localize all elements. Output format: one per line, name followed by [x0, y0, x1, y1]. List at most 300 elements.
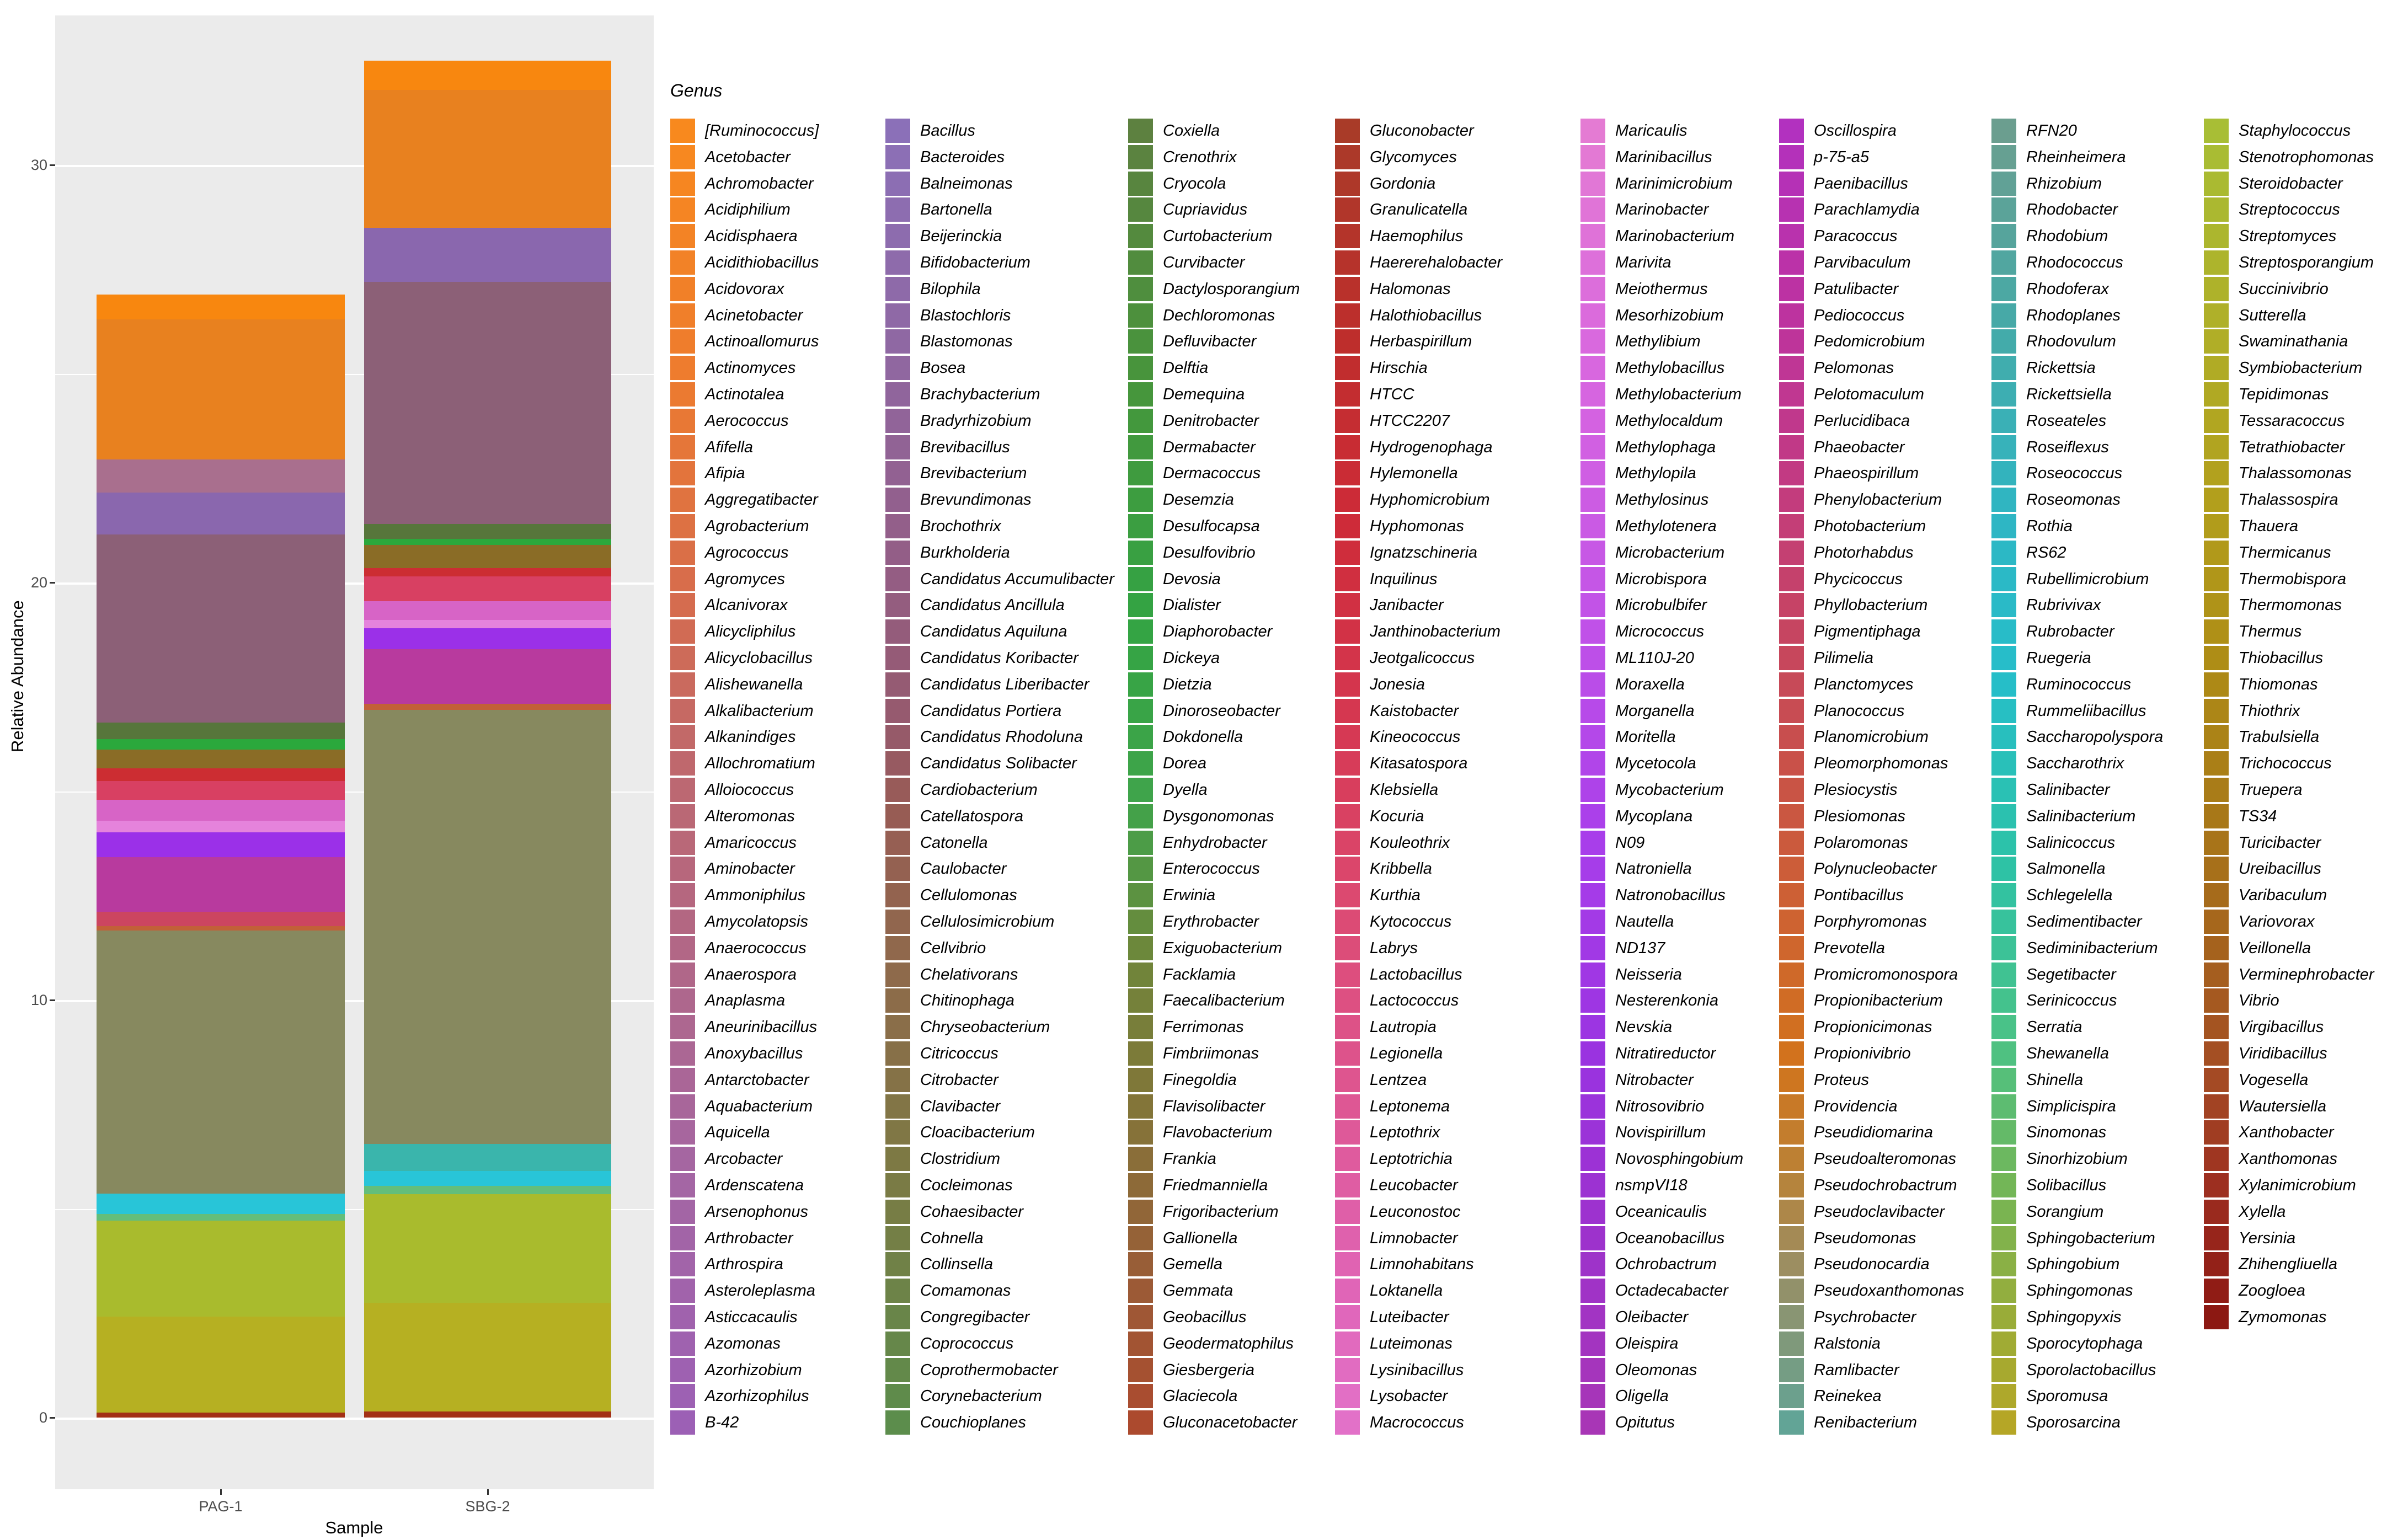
legend-swatch — [670, 831, 695, 855]
legend-label: Candidatus Rhodoluna — [920, 728, 1083, 746]
legend-label: Alcanivorax — [705, 596, 788, 614]
legend-swatch — [885, 1041, 910, 1066]
legend-swatch — [1779, 461, 1804, 485]
legend-swatch — [885, 277, 910, 301]
legend-swatch — [1335, 1384, 1360, 1408]
legend-swatch — [885, 145, 910, 169]
legend-label: Exiguobacterium — [1163, 939, 1282, 957]
legend-label: Candidatus Portiera — [920, 702, 1062, 720]
legend-swatch — [670, 277, 695, 301]
legend-label: Salinibacter — [2026, 781, 2110, 799]
legend-swatch — [1128, 1410, 1153, 1435]
legend-swatch — [1128, 145, 1153, 169]
legend-label: Leptotrichia — [1370, 1150, 1453, 1168]
legend-label: Variovorax — [2239, 913, 2315, 931]
legend-swatch — [1128, 1094, 1153, 1119]
legend-label: Haererehalobacter — [1370, 254, 1503, 271]
x-tick-label: SBG-2 — [465, 1498, 510, 1515]
legend-swatch — [1335, 1120, 1360, 1145]
legend-swatch — [1779, 1252, 1804, 1276]
legend-swatch — [2204, 488, 2229, 512]
legend-swatch — [1335, 646, 1360, 670]
legend-label: Phaeospirillum — [1814, 464, 1919, 483]
legend-swatch — [885, 1068, 910, 1092]
legend-swatch — [1128, 751, 1153, 776]
legend-label: Staphylococcus — [2239, 122, 2351, 140]
legend-label: Sphingobium — [2026, 1255, 2120, 1274]
legend-swatch — [1779, 672, 1804, 697]
legend-swatch — [1779, 303, 1804, 328]
legend-swatch — [1580, 1305, 1605, 1329]
legend-label: Pseudochrobactrum — [1814, 1177, 1957, 1194]
legend-swatch — [1580, 1279, 1605, 1303]
legend-label: Patulibacter — [1814, 280, 1899, 298]
legend-label: Diaphorobacter — [1163, 623, 1273, 641]
legend-swatch — [1779, 857, 1804, 881]
legend-swatch — [1580, 1200, 1605, 1224]
legend-label: Vogesella — [2239, 1071, 2309, 1089]
legend-label: Lactobacillus — [1370, 965, 1462, 983]
legend-swatch — [670, 409, 695, 433]
legend-label: Gallionella — [1163, 1229, 1238, 1247]
legend-swatch — [1580, 1173, 1605, 1197]
legend-swatch — [2204, 725, 2229, 749]
legend-label: Wautersiella — [2239, 1097, 2327, 1115]
legend-label: Planctomyces — [1814, 675, 1914, 693]
legend-swatch — [2204, 672, 2229, 697]
legend-label: p-75-a5 — [1814, 148, 1869, 166]
legend-swatch — [1779, 804, 1804, 828]
legend-label: Rummeliibacillus — [2026, 702, 2146, 720]
legend-swatch — [1991, 197, 2016, 222]
legend-swatch — [1335, 488, 1360, 512]
legend-swatch — [670, 725, 695, 749]
legend-label: Perlucidibaca — [1814, 411, 1910, 430]
legend-swatch — [1335, 988, 1360, 1013]
legend-swatch — [885, 962, 910, 987]
legend-label: Candidatus Koribacter — [920, 649, 1078, 667]
legend-label: Kribbella — [1370, 860, 1432, 878]
legend-label: Congregibacter — [920, 1308, 1030, 1326]
legend-swatch — [885, 329, 910, 354]
legend-label: Cardiobacterium — [920, 781, 1038, 799]
legend-swatch — [1580, 145, 1605, 169]
legend-label: Bosea — [920, 359, 966, 377]
legend-label: Gemmata — [1163, 1282, 1233, 1300]
legend-swatch — [1335, 435, 1360, 459]
legend-swatch — [670, 962, 695, 987]
legend-swatch — [670, 1252, 695, 1276]
legend-label: Succinivibrio — [2239, 280, 2329, 298]
legend-swatch — [2204, 224, 2229, 248]
legend-label: Acidisphaera — [705, 227, 798, 245]
legend-swatch — [1779, 172, 1804, 196]
legend-swatch — [670, 1384, 695, 1408]
legend-label: Morganella — [1615, 702, 1695, 720]
legend-label: Stenotrophomonas — [2239, 148, 2374, 166]
legend-label: Serratia — [2026, 1018, 2082, 1036]
legend-label: Brevibacterium — [920, 464, 1027, 483]
legend-label: Mycoplana — [1615, 807, 1693, 825]
legend-label: Dysgonomonas — [1163, 807, 1274, 825]
legend-label: Asticcacaulis — [705, 1308, 798, 1326]
legend-label: Brochothrix — [920, 517, 1001, 535]
legend-label: Propionibacterium — [1814, 992, 1943, 1010]
legend-swatch — [2204, 699, 2229, 723]
legend-swatch — [2204, 356, 2229, 380]
legend-label: Geodermatophilus — [1163, 1334, 1294, 1352]
legend-swatch — [670, 672, 695, 697]
legend-label: Macrococcus — [1370, 1414, 1464, 1432]
legend-swatch — [670, 197, 695, 222]
legend-label: Kytococcus — [1370, 913, 1452, 931]
legend-swatch — [1580, 1094, 1605, 1119]
legend-label: Cloacibacterium — [920, 1124, 1035, 1142]
legend-swatch — [670, 857, 695, 881]
legend-swatch — [1128, 435, 1153, 459]
legend-swatch — [1335, 751, 1360, 776]
legend-swatch — [670, 250, 695, 275]
legend-label: Ignatzschineria — [1370, 543, 1478, 562]
legend-swatch — [1580, 1332, 1605, 1356]
legend-swatch — [885, 804, 910, 828]
legend-label: Leucobacter — [1370, 1177, 1458, 1194]
legend-label: Bradyrhizobium — [920, 411, 1032, 430]
legend-label: Kocuria — [1370, 807, 1424, 825]
legend-swatch — [2204, 435, 2229, 459]
legend-label: Leuconostoc — [1370, 1202, 1461, 1221]
legend-swatch — [1128, 567, 1153, 591]
legend-label: Pelomonas — [1814, 359, 1894, 377]
legend-label: Acidovorax — [705, 280, 784, 298]
legend-label: Flavobacterium — [1163, 1124, 1273, 1142]
legend-label: Alicyclobacillus — [705, 649, 813, 667]
legend-label: Kineococcus — [1370, 728, 1461, 746]
legend-swatch — [1991, 778, 2016, 802]
legend-swatch — [1128, 1279, 1153, 1303]
legend-label: Coprothermobacter — [920, 1361, 1058, 1379]
legend-label: Vibrio — [2239, 992, 2279, 1010]
legend-swatch — [1991, 1384, 2016, 1408]
legend-label: Amaricoccus — [705, 833, 797, 852]
legend-label: Natronobacillus — [1615, 886, 1726, 905]
legend-label: Roseococcus — [2026, 464, 2123, 483]
legend-label: Arcobacter — [705, 1150, 783, 1168]
legend-swatch — [1779, 250, 1804, 275]
legend-label: Halothiobacillus — [1370, 306, 1482, 324]
legend-label: Planomicrobium — [1814, 728, 1929, 746]
legend-swatch — [1128, 1068, 1153, 1092]
legend-label: Dickeya — [1163, 649, 1220, 667]
legend-swatch — [2204, 250, 2229, 275]
legend-label: Nautella — [1615, 913, 1674, 931]
legend-label: HTCC2207 — [1370, 411, 1450, 430]
legend-label: Nitratireductor — [1615, 1045, 1716, 1062]
legend-label: Kaistobacter — [1370, 702, 1459, 720]
legend-label: Actinotalea — [705, 386, 784, 403]
legend-label: Candidatus Solibacter — [920, 755, 1077, 773]
legend-label: Roseiflexus — [2026, 438, 2109, 456]
legend-swatch — [1580, 1068, 1605, 1092]
legend-label: Hylemonella — [1370, 464, 1458, 483]
legend-label: Marinibacillus — [1615, 148, 1712, 166]
legend-swatch — [2204, 541, 2229, 565]
legend-label: Phaeobacter — [1814, 438, 1905, 456]
legend-swatch — [1580, 119, 1605, 143]
legend-swatch — [1991, 356, 2016, 380]
legend-swatch — [1128, 224, 1153, 248]
legend-label: Tessaracoccus — [2239, 411, 2345, 430]
legend-label: Allochromatium — [705, 755, 815, 773]
legend-label: RS62 — [2026, 543, 2066, 562]
legend-label: Candidatus Ancillula — [920, 596, 1065, 614]
legend-label: Faecalibacterium — [1163, 992, 1285, 1010]
legend-label: Serinicoccus — [2026, 992, 2117, 1010]
legend-swatch — [1991, 172, 2016, 196]
legend-swatch — [885, 699, 910, 723]
legend-swatch — [1128, 962, 1153, 987]
legend-label: Dermacoccus — [1163, 464, 1261, 483]
legend-swatch — [670, 1305, 695, 1329]
legend-label: Herbaspirillum — [1370, 333, 1472, 351]
legend-label: Sporomusa — [2026, 1387, 2108, 1405]
legend-swatch — [1580, 1384, 1605, 1408]
legend-swatch — [1335, 197, 1360, 222]
legend-swatch — [2204, 119, 2229, 143]
legend-swatch — [885, 567, 910, 591]
legend-label: Sporocytophaga — [2026, 1334, 2143, 1352]
legend-swatch — [1335, 409, 1360, 433]
legend-label: Nevskia — [1615, 1018, 1673, 1036]
legend-swatch — [1991, 831, 2016, 855]
legend-swatch — [885, 1252, 910, 1276]
legend-label: Acidiphilium — [705, 201, 791, 219]
legend-swatch — [1991, 567, 2016, 591]
legend-swatch — [1128, 488, 1153, 512]
legend-label: Rhodobium — [2026, 227, 2108, 245]
legend-swatch — [1128, 1200, 1153, 1224]
legend-swatch — [1779, 778, 1804, 802]
legend-label: Nitrobacter — [1615, 1071, 1694, 1089]
legend-label: Glaciecola — [1163, 1387, 1238, 1405]
legend-label: Phycicoccus — [1814, 570, 1903, 588]
legend-label: Providencia — [1814, 1097, 1898, 1115]
legend-swatch — [1580, 1041, 1605, 1066]
legend-swatch — [1335, 1252, 1360, 1276]
legend-swatch — [1580, 804, 1605, 828]
legend-label: Agromyces — [705, 570, 786, 588]
legend-label: Photobacterium — [1814, 517, 1926, 535]
legend-swatch — [1335, 1332, 1360, 1356]
legend-swatch — [670, 646, 695, 670]
legend-swatch — [1128, 1120, 1153, 1145]
legend-label: Zhihengliuella — [2239, 1255, 2337, 1274]
legend-label: Caulobacter — [920, 860, 1007, 878]
legend-swatch — [670, 778, 695, 802]
legend-swatch — [1335, 541, 1360, 565]
legend-label: Thalassospira — [2239, 491, 2338, 509]
legend-swatch — [1779, 593, 1804, 617]
legend-swatch — [1128, 461, 1153, 485]
legend-label: Nesterenkonia — [1615, 992, 1718, 1010]
legend-swatch — [1128, 857, 1153, 881]
legend-swatch — [1580, 831, 1605, 855]
legend-label: Alicycliphilus — [705, 623, 796, 641]
legend-swatch — [1779, 988, 1804, 1013]
legend-swatch — [2204, 1015, 2229, 1039]
legend-label: Turicibacter — [2239, 833, 2321, 852]
legend-swatch — [1580, 1015, 1605, 1039]
legend-swatch — [885, 197, 910, 222]
legend-label: Porphyromonas — [1814, 913, 1927, 931]
legend-label: Asteroleplasma — [705, 1282, 815, 1300]
legend-label: Dinoroseobacter — [1163, 702, 1280, 720]
legend-label: Micrococcus — [1615, 623, 1705, 641]
legend-swatch — [2204, 1279, 2229, 1303]
legend-label: Tetrathiobacter — [2239, 438, 2345, 456]
legend-label: Methylocaldum — [1615, 411, 1723, 430]
x-tick-label: PAG-1 — [199, 1498, 243, 1515]
legend-swatch — [1991, 593, 2016, 617]
legend-label: Yersinia — [2239, 1229, 2296, 1247]
legend-label: Leptothrix — [1370, 1124, 1440, 1142]
legend-swatch — [885, 172, 910, 196]
legend-swatch — [1991, 672, 2016, 697]
legend-label: Sporolactobacillus — [2026, 1361, 2156, 1379]
legend-swatch — [1580, 778, 1605, 802]
legend-swatch — [1335, 831, 1360, 855]
legend-swatch — [1335, 382, 1360, 407]
legend-label: Lactococcus — [1370, 992, 1459, 1010]
legend-label: Pleomorphomonas — [1814, 755, 1948, 773]
legend-label: Dietzia — [1163, 675, 1212, 693]
legend-swatch — [1779, 646, 1804, 670]
legend-swatch — [1335, 277, 1360, 301]
legend-swatch — [1779, 619, 1804, 644]
legend-swatch — [1779, 1147, 1804, 1171]
legend-label: Comamonas — [920, 1282, 1011, 1300]
legend-swatch — [1991, 329, 2016, 354]
legend-label: Methylibium — [1615, 333, 1701, 351]
legend-swatch — [1991, 250, 2016, 275]
legend-swatch — [2204, 857, 2229, 881]
legend-swatch — [1335, 145, 1360, 169]
legend-label: Couchioplanes — [920, 1414, 1026, 1432]
legend-label: Pseudoxanthomonas — [1814, 1282, 1964, 1300]
legend-swatch — [885, 857, 910, 881]
legend-swatch — [1779, 1041, 1804, 1066]
legend-label: Ralstonia — [1814, 1334, 1881, 1352]
legend-label: Pseudomonas — [1814, 1229, 1916, 1247]
legend-swatch — [1128, 277, 1153, 301]
legend-label: Thermicanus — [2239, 543, 2331, 562]
legend-label: Klebsiella — [1370, 781, 1439, 799]
legend-label: Aminobacter — [705, 860, 795, 878]
legend-label: Luteibacter — [1370, 1308, 1449, 1326]
legend-label: Meiothermus — [1615, 280, 1708, 298]
legend-swatch — [1580, 1358, 1605, 1382]
legend-label: B-42 — [705, 1414, 739, 1432]
legend-label: Citrobacter — [920, 1071, 998, 1089]
legend-label: Sphingobacterium — [2026, 1229, 2155, 1247]
legend-label: Aquabacterium — [705, 1097, 813, 1115]
legend-label: Pseudoclavibacter — [1814, 1202, 1945, 1221]
legend-label: Solibacillus — [2026, 1177, 2107, 1194]
legend-label: Anoxybacillus — [705, 1045, 803, 1062]
legend-swatch — [670, 1068, 695, 1092]
legend-label: Hydrogenophaga — [1370, 438, 1493, 456]
legend-label: Microbulbifer — [1615, 596, 1707, 614]
legend-label: Gluconobacter — [1370, 122, 1474, 140]
legend-label: Azorhizobium — [705, 1361, 802, 1379]
legend-swatch — [1335, 1147, 1360, 1171]
legend-swatch — [885, 1410, 910, 1435]
legend-swatch — [1991, 409, 2016, 433]
legend-swatch — [1335, 883, 1360, 907]
legend-label: Alkanindiges — [705, 728, 796, 746]
legend-swatch — [885, 303, 910, 328]
legend-swatch — [1335, 857, 1360, 881]
legend-label: Crenothrix — [1163, 148, 1237, 166]
legend-label: Brevibacillus — [920, 438, 1010, 456]
legend-swatch — [670, 804, 695, 828]
legend-swatch — [885, 831, 910, 855]
legend-swatch — [1580, 197, 1605, 222]
legend-label: Marinobacter — [1615, 201, 1709, 219]
legend-swatch — [1779, 1226, 1804, 1250]
legend-swatch — [1335, 1410, 1360, 1435]
legend-swatch — [1580, 1252, 1605, 1276]
legend-swatch — [2204, 619, 2229, 644]
legend-label: Trichococcus — [2239, 755, 2332, 773]
legend-swatch — [885, 119, 910, 143]
legend-swatch — [1335, 910, 1360, 934]
legend-swatch — [1779, 1120, 1804, 1145]
legend-swatch — [670, 1094, 695, 1119]
legend-label: Oceanobacillus — [1615, 1229, 1725, 1247]
legend-label: Thiobacillus — [2239, 649, 2324, 667]
legend-label: Aerococcus — [705, 411, 789, 430]
legend-label: Thiomonas — [2239, 675, 2318, 693]
legend-swatch — [670, 1147, 695, 1171]
legend-label: Granulicatella — [1370, 201, 1468, 219]
legend-swatch — [1779, 329, 1804, 354]
legend-label: Cocleimonas — [920, 1177, 1013, 1194]
legend-label: Chryseobacterium — [920, 1018, 1050, 1036]
legend-swatch — [1991, 857, 2016, 881]
legend-swatch — [1991, 145, 2016, 169]
legend-swatch — [1128, 382, 1153, 407]
legend-label: Defluvibacter — [1163, 333, 1257, 351]
legend-label: Corynebacterium — [920, 1387, 1042, 1405]
legend-swatch — [885, 382, 910, 407]
legend-swatch — [1580, 1410, 1605, 1435]
legend-label: Zoogloea — [2239, 1282, 2305, 1300]
legend-swatch — [670, 172, 695, 196]
legend-label: Segetibacter — [2026, 965, 2116, 983]
legend-swatch — [1128, 409, 1153, 433]
legend-label: Legionella — [1370, 1045, 1443, 1062]
legend-swatch — [670, 488, 695, 512]
legend-swatch — [1779, 541, 1804, 565]
legend-swatch — [1580, 1147, 1605, 1171]
legend-swatch — [1779, 1173, 1804, 1197]
legend-swatch — [670, 1120, 695, 1145]
legend-label: Erythrobacter — [1163, 913, 1259, 931]
legend-label: Parvibaculum — [1814, 254, 1911, 271]
legend-label: Saccharothrix — [2026, 755, 2124, 773]
legend-swatch — [1991, 725, 2016, 749]
